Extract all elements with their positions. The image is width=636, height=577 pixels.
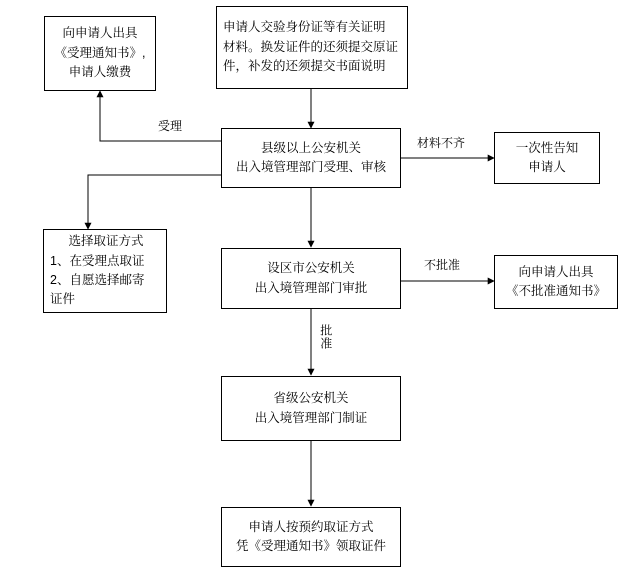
box-pickup-method: [43, 229, 167, 313]
box-final-pickup-line-2: 凭《受理通知书》领取证件: [235, 539, 386, 553]
box-pickup-method-line-4: 证件: [50, 292, 76, 307]
box-city-approve-line-1: 设区市公安机关: [267, 261, 355, 276]
box-notify-applicant-line-3: 申请人缴费: [68, 65, 132, 80]
edge-label-materials-incomplete: 材料不齐: [417, 136, 466, 150]
box-county-accept-line-1: 县级以上公安机关: [260, 140, 361, 155]
box-one-time-notice-line-1: 一次性告知: [515, 140, 579, 155]
box-province-produce: [221, 376, 401, 441]
box-final-pickup-line-1: 申请人按预约取证方式: [248, 519, 374, 534]
box-disapproval-notice-line-1: 向申请人出具: [518, 264, 594, 279]
box-notify-applicant-line-1: 向申请人出具: [62, 26, 138, 41]
box-county-accept: [221, 128, 401, 188]
box-province-produce-line-2: 出入境管理部门制证: [254, 410, 368, 425]
box-city-approve: [221, 248, 401, 309]
box-submit-materials-line-2: 材料。换发证件的还须提交原证: [223, 39, 399, 54]
box-final-pickup: [221, 507, 401, 567]
box-submit-materials-line-1: 申请人交验身份证等有关证明: [223, 20, 386, 35]
box-pickup-method-line-2: 1、在受理点取证: [50, 253, 145, 268]
box-disapproval-notice: [494, 255, 618, 309]
box-notify-applicant: [44, 16, 156, 91]
box-city-approve-line-2: 出入境管理部门审批: [254, 280, 368, 295]
box-pickup-method-line-1: 选择取证方式: [68, 234, 144, 249]
edge-label-accept: 受理: [158, 119, 183, 133]
box-one-time-notice: [494, 132, 600, 184]
box-pickup-method-line-3: 2、自愿选择邮寄: [50, 273, 145, 287]
box-one-time-notice-line-2: 申请人: [528, 160, 566, 174]
box-disapproval-notice-line-2: 《不批准通知书》: [505, 284, 606, 298]
box-notify-applicant-line-2: 《受理通知书》,: [54, 45, 146, 60]
edge-county-to-pickup: [88, 175, 222, 229]
box-submit-materials: [216, 6, 408, 89]
box-province-produce-line-1: 省级公安机关: [273, 391, 349, 406]
edge-label-approved: 批准: [318, 324, 333, 350]
box-county-accept-line-2: 出入境管理部门受理、审核: [235, 160, 386, 174]
box-submit-materials-line-3: 件，补发的还须提交书面说明: [223, 59, 386, 74]
edge-label-not-approved: 不批准: [424, 258, 461, 272]
